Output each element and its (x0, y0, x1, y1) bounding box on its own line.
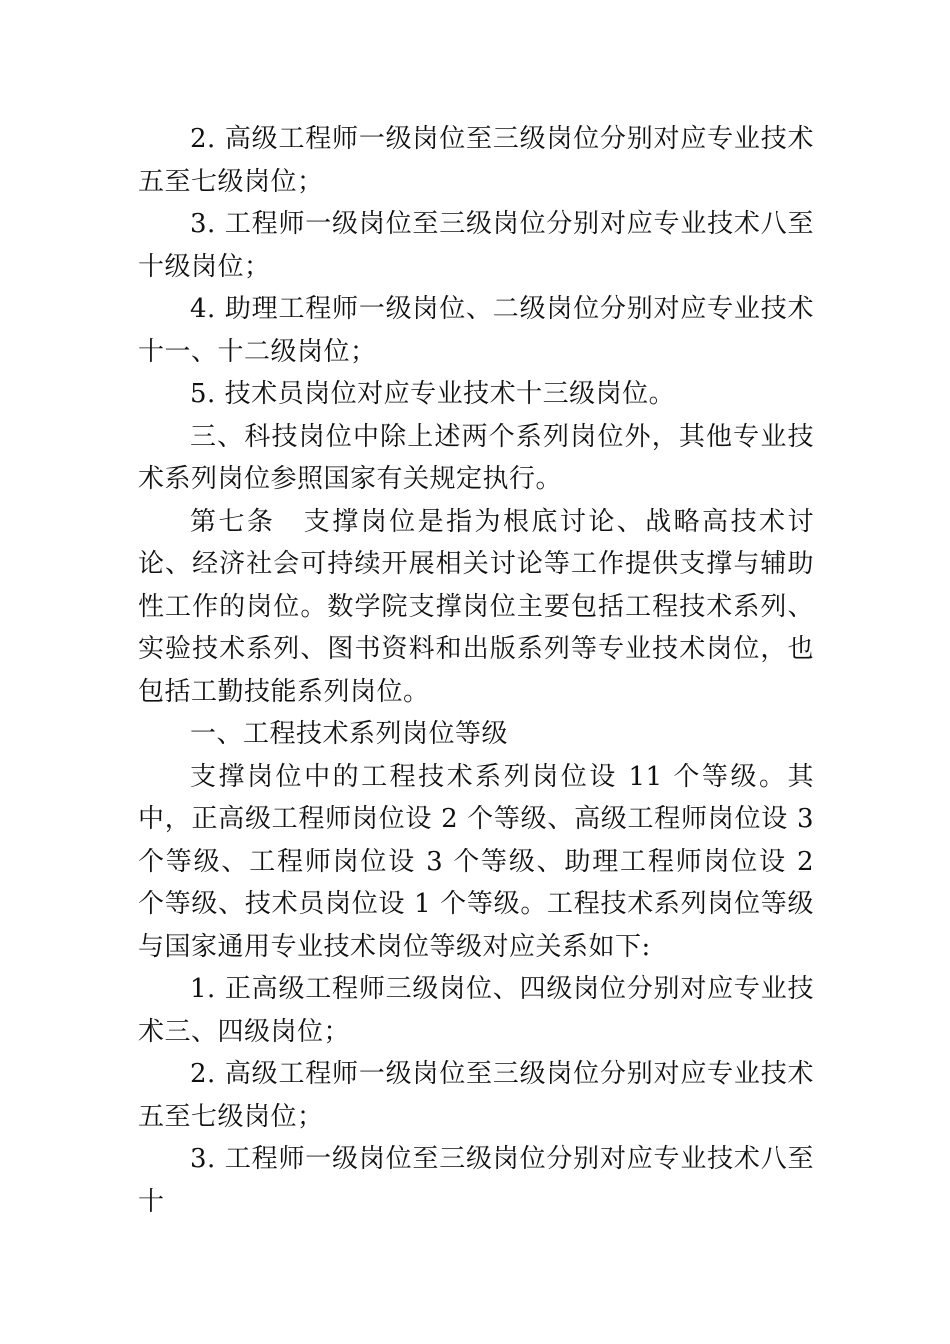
paragraph-item-3: 3. 工程师一级岗位至三级岗位分别对应专业技术八至十级岗位； (138, 209, 814, 282)
section-heading-engineering: 一、工程技术系列岗位等级 (190, 719, 509, 749)
document-page (138, 118, 814, 1223)
paragraph-item-2-repeat: 2. 高级工程师一级岗位至三级岗位分别对应专业技术五至七级岗位； (138, 1059, 814, 1132)
paragraph-article-7: 第七条 支撑岗位是指为根底讨论、战略高技术讨论、经济社会可持续开展相关讨论等工作提供支撑与辅助性工作的岗位。数学院支撑岗位主要包括工程技术系列、实验技术系列、图书资料和出版系列等专业技术岗位，也包括工勤技能系列岗位。 (138, 506, 814, 707)
paragraph-item-3-partial: 3. 工程师一级岗位至三级岗位分别对应专业技术八至十 (138, 1144, 814, 1217)
paragraph-item-2: 2. 高级工程师一级岗位至三级岗位分别对应专业技术五至七级岗位； (138, 124, 814, 197)
paragraph-item-5: 5. 技术员岗位对应专业技术十三级岗位。 (190, 379, 676, 409)
paragraph-item-4: 4. 助理工程师一级岗位、二级岗位分别对应专业技术十一、十二级岗位； (138, 294, 814, 367)
paragraph-item-1: 1. 正高级工程师三级岗位、四级岗位分别对应专业技术三、四级岗位； (138, 974, 814, 1047)
paragraph-engineering-levels: 支撑岗位中的工程技术系列岗位设 11 个等级。其中，正高级工程师岗位设 2 个等级、高级工程师岗位设 3 个等级、工程师岗位设 3 个等级、助理工程师岗位设 2 个等级、技术员岗位设 1 个等级。工程技术系列岗位等级与国家通用专业技术岗位等级对应关系如下: (138, 761, 814, 962)
paragraph-section-3: 三、科技岗位中除上述两个系列岗位外，其他专业技术系列岗位参照国家有关规定执行。 (138, 421, 814, 494)
